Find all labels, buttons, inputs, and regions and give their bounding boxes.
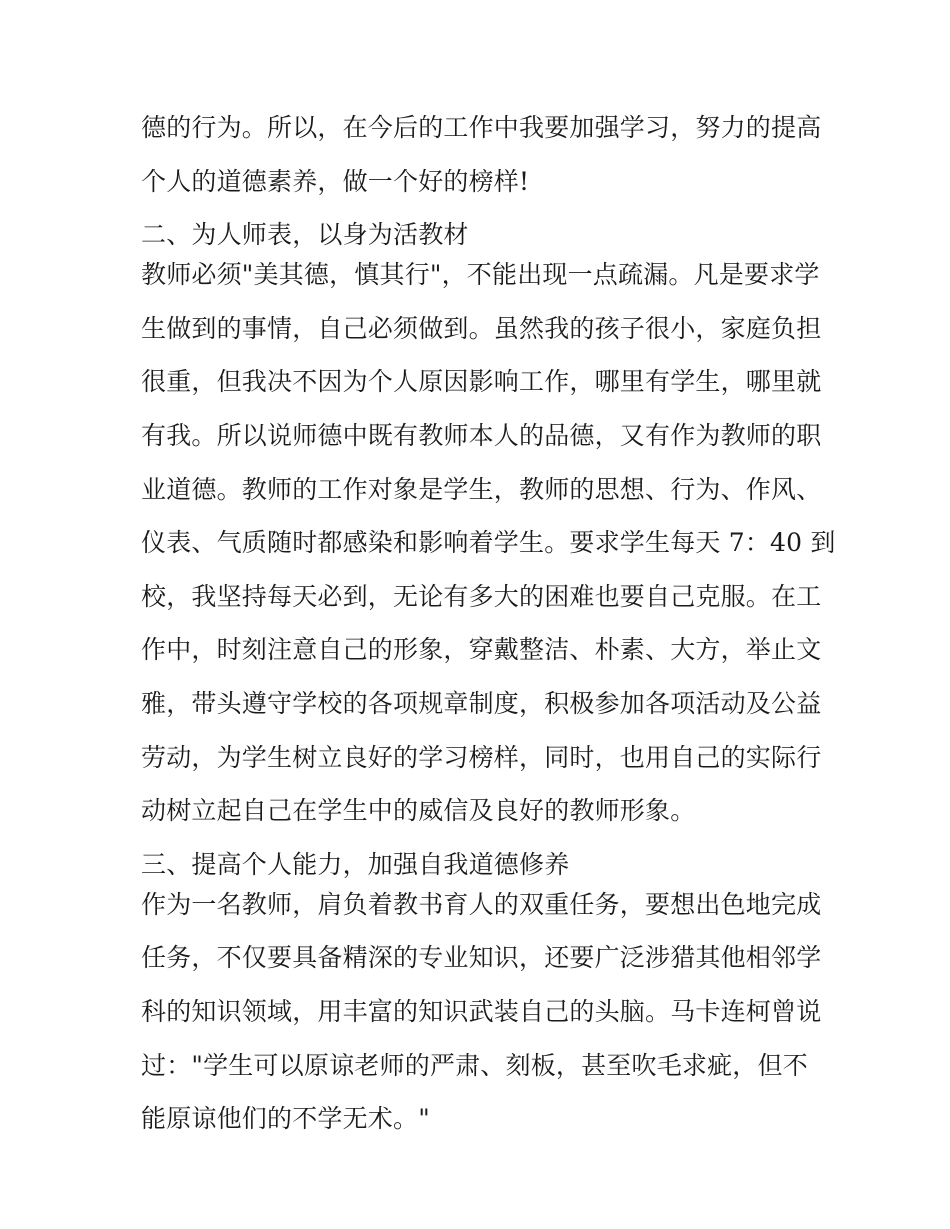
text-line: 个人的道德素养，做一个好的榜样! <box>141 166 530 196</box>
text-line: 仪表、气质随时都感染和影响着学生。要求学生每天 7：40 到 <box>141 528 836 558</box>
text-line: 德的行为。所以，在今后的工作中我要加强学习，努力的提高 <box>141 113 822 142</box>
text-line: 教师必须"美其德，慎其行"，不能出现一点疏漏。凡是要求学 <box>141 260 820 290</box>
text-line: 作为一名教师，肩负着教书育人的双重任务，要想出色地完成 <box>141 889 822 919</box>
text-line: 校，我坚持每天必到，无论有多大的困难也要自己克服。在工 <box>141 581 822 611</box>
section-heading: 三、提高个人能力，加强自我道德修养 <box>141 849 570 879</box>
text-line: 很重，但我决不因为个人原因影响工作，哪里有学生，哪里就 <box>141 367 822 397</box>
text-line: 任务，不仅要具备精深的专业知识，还要广泛涉猎其他相邻学 <box>141 943 822 973</box>
text-line: 劳动，为学生树立良好的学习榜样，同时，也用自己的实际行 <box>141 742 822 772</box>
text-line: 有我。所以说师德中既有教师本人的品德，又有作为教师的职 <box>141 420 822 450</box>
text-line: 作中，时刻注意自己的形象，穿戴整洁、朴素、大方，举止文 <box>141 635 822 665</box>
text-line: 生做到的事情，自己必须做到。虽然我的孩子很小，家庭负担 <box>141 313 822 343</box>
text-line: 雅，带头遵守学校的各项规章制度，积极参加各项活动及公益 <box>141 688 822 718</box>
text-line: 动树立起自己在学生中的威信及良好的教师形象。 <box>141 796 696 826</box>
text-line: 能原谅他们的不学无术。" <box>141 1104 430 1134</box>
text-line: 过："学生可以原谅老师的严肃、刻板，甚至吹毛求疵，但不 <box>141 1050 808 1080</box>
text-line: 科的知识领域，用丰富的知识武装自己的头脑。马卡连柯曾说 <box>141 996 822 1026</box>
body-text <box>141 108 836 1153</box>
section-heading: 二、为人师表，以身为活教材 <box>141 220 469 250</box>
text-line: 业道德。教师的工作对象是学生，教师的思想、行为、作风、 <box>141 474 822 504</box>
